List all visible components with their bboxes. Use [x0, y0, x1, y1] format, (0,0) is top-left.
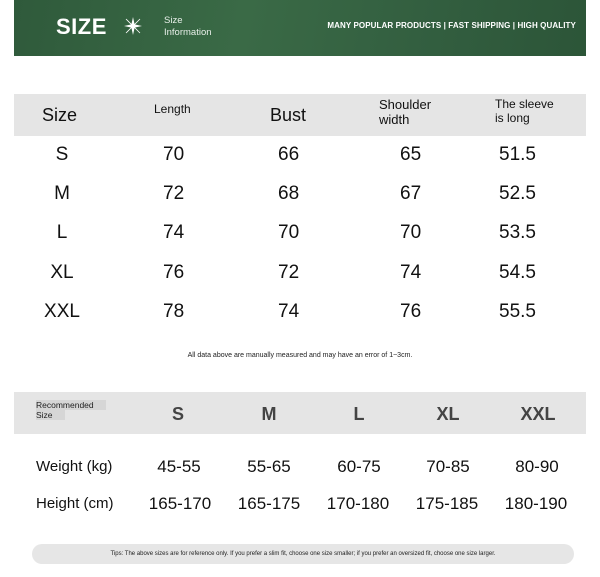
cell-bust: 74: [278, 301, 300, 322]
weight-value: 80-90: [515, 457, 559, 476]
cell-length: 72: [163, 183, 185, 204]
header-shoulder-line2: width: [379, 112, 410, 127]
weight-label: Weight (kg): [36, 458, 113, 475]
height-label: Height (cm): [36, 495, 114, 512]
cell-bust: 68: [278, 183, 300, 204]
banner-title: SIZE: [56, 14, 107, 39]
cell-shoulder: 70: [400, 222, 422, 243]
cell-shoulder: 74: [400, 262, 422, 283]
header-sleeve-line1: The sleeve: [495, 97, 554, 111]
header-bust: Bust: [270, 105, 307, 125]
recommended-label-line1: Recommended: [36, 400, 106, 410]
weight-value: 45-55: [157, 457, 201, 476]
banner-subtitle-line2: Information: [164, 27, 212, 38]
recommended-size-header: [14, 392, 586, 434]
header-shoulder: [379, 97, 459, 127]
size-table-body: [14, 136, 586, 336]
cell-sleeve: 55.5: [499, 301, 536, 322]
weight-value: 55-65: [247, 457, 291, 476]
weight-value: 60-75: [337, 457, 381, 476]
table-row: [14, 175, 586, 215]
cell-length: 76: [163, 262, 185, 283]
cell-shoulder: 65: [400, 144, 422, 165]
table-row: [14, 214, 586, 254]
cell-size: S: [55, 144, 69, 165]
tips-banner: Tips: The above sizes are for reference only. If you prefer a slim fit, choose one size smaller; if you prefer an oversized fit, choose one size larger.: [32, 544, 574, 564]
cell-size: M: [54, 183, 70, 204]
height-value: 165-170: [148, 494, 212, 513]
weight-value: 70-85: [426, 457, 470, 476]
rec-size-m: M: [261, 404, 277, 424]
header-length: Length: [154, 102, 191, 116]
sparkle-star-icon: [122, 15, 144, 37]
header-sleeve-line2: is long: [495, 111, 530, 125]
cell-length: 78: [163, 301, 185, 322]
size-table-header: [14, 94, 586, 136]
header-shoulder-line1: Shoulder: [379, 97, 432, 112]
cell-size: XL: [50, 262, 74, 283]
header-size: Size: [42, 105, 78, 125]
cell-sleeve: 51.5: [499, 144, 536, 165]
height-value: 165-175: [237, 494, 301, 513]
cell-length: 74: [163, 222, 185, 243]
banner-subtitle: [164, 15, 212, 39]
table-row: [14, 254, 586, 294]
header-sleeve: [495, 97, 585, 125]
header-banner: [14, 0, 586, 56]
rec-size-s: S: [171, 404, 184, 424]
cell-shoulder: 67: [400, 183, 422, 204]
banner-subtitle-line1: Size: [164, 15, 183, 26]
weight-row: [14, 452, 586, 484]
table-row: [14, 293, 586, 333]
table-row: [14, 136, 586, 176]
cell-sleeve: 54.5: [499, 262, 536, 283]
rec-size-xxl: XXL: [520, 404, 556, 424]
cell-shoulder: 76: [400, 301, 422, 322]
height-row: [14, 489, 586, 521]
rec-size-l: L: [353, 404, 365, 424]
cell-length: 70: [163, 144, 185, 165]
rec-size-xl: XL: [436, 404, 460, 424]
recommended-label-line2: Size: [36, 410, 65, 420]
height-value: 170-180: [326, 494, 390, 513]
cell-sleeve: 52.5: [499, 183, 536, 204]
recommended-size-label: [36, 400, 106, 420]
cell-bust: 70: [278, 222, 300, 243]
measurement-note: All data above are manually measured and may have an error of 1~3cm.: [187, 352, 413, 359]
cell-sleeve: 53.5: [499, 222, 536, 243]
height-value: 175-185: [415, 494, 479, 513]
cell-size: XXL: [44, 301, 80, 322]
cell-size: L: [56, 222, 68, 243]
cell-bust: 72: [278, 262, 300, 283]
cell-bust: 66: [278, 144, 300, 165]
banner-tagline: MANY POPULAR PRODUCTS | FAST SHIPPING | HIGH QUALITY: [327, 21, 576, 30]
height-value: 180-190: [504, 494, 568, 513]
